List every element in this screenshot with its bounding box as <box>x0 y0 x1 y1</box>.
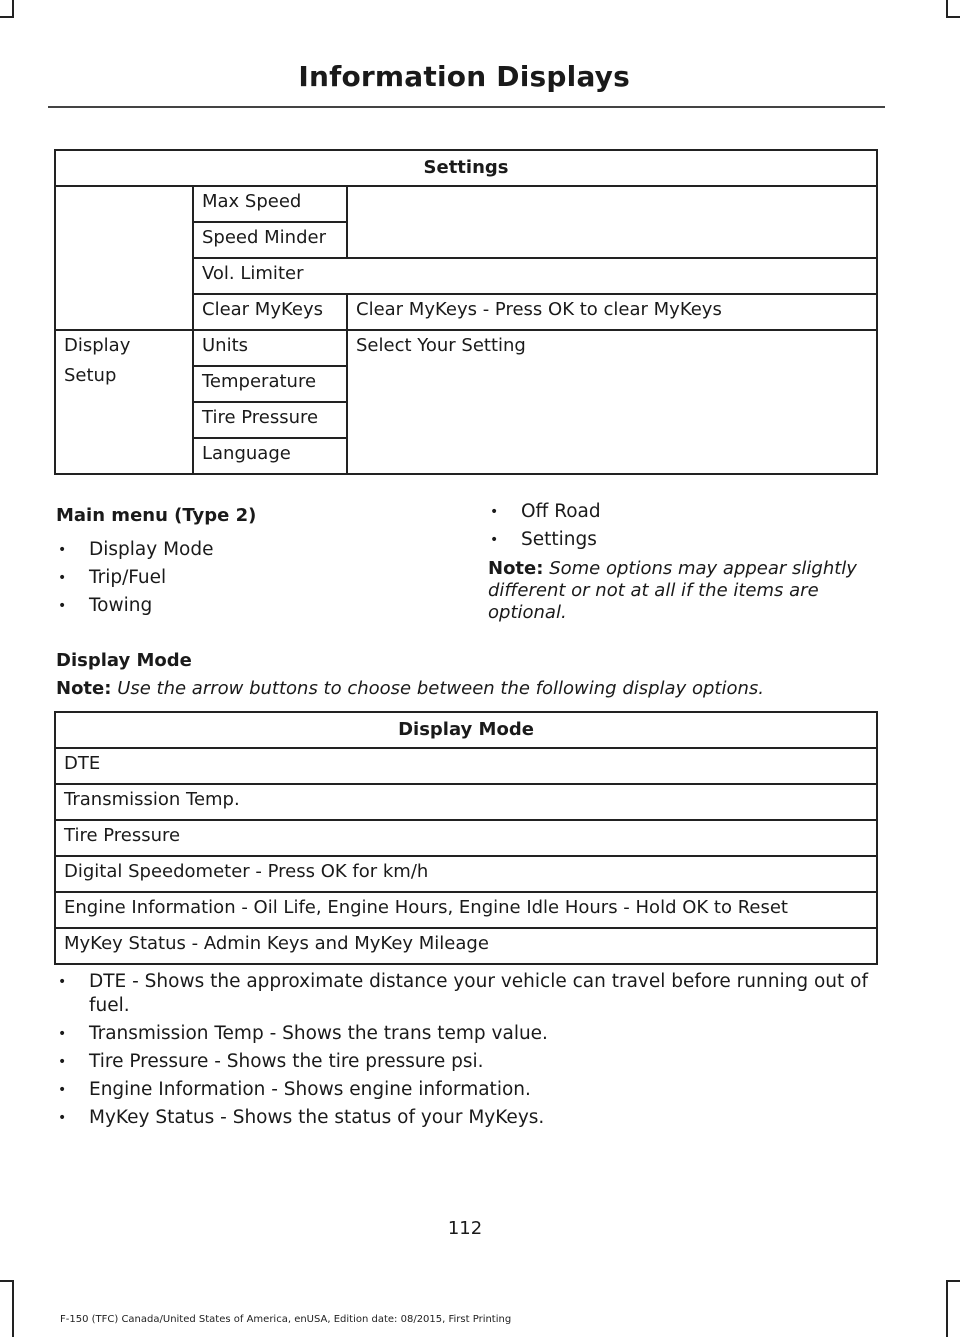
display-mode-table <box>54 711 878 965</box>
table-cell-empty <box>347 186 877 258</box>
table-cell: Digital Speedometer - Press OK for km/h <box>55 856 877 892</box>
table-cell: Language <box>193 438 347 474</box>
list-item: • Off Road <box>488 500 878 524</box>
table-cell: Tire Pressure <box>55 820 877 856</box>
table-cell: Clear MyKeys <box>193 294 347 330</box>
table-cell: Select Your Setting <box>347 330 877 474</box>
list-item: • MyKey Status - Shows the status of your MyKeys. <box>56 1106 878 1130</box>
note-label: Note: <box>488 558 544 579</box>
main-menu-right-column <box>488 500 878 624</box>
table-cell: DTE <box>55 748 877 784</box>
table-cell: Engine Information - Oil Life, Engine Hours, Engine Idle Hours - Hold OK to Reset <box>55 892 877 928</box>
table-row <box>55 186 877 222</box>
table-heading: Display Mode <box>55 712 877 748</box>
table-cell: Clear MyKeys - Press OK to clear MyKeys <box>347 294 877 330</box>
list-item: • Engine Information - Shows engine information. <box>56 1078 878 1102</box>
table-cell: Speed Minder <box>193 222 347 258</box>
crop-mark <box>946 1280 948 1337</box>
table-row <box>55 820 877 856</box>
table-cell: Display Setup <box>55 330 193 474</box>
header-divider <box>48 106 885 108</box>
table-header-row <box>55 150 877 186</box>
table-row <box>55 892 877 928</box>
list-item: • Trip/Fuel <box>56 566 436 590</box>
table-row <box>55 330 877 366</box>
main-menu-list <box>56 538 436 618</box>
table-cell: MyKey Status - Admin Keys and MyKey Mileage <box>55 928 877 964</box>
note-text: Some options may appear slightly different or not at all if the items are optional. <box>488 558 857 623</box>
table-cell: Vol. Limiter <box>193 258 877 294</box>
table-cell: Transmission Temp. <box>55 784 877 820</box>
main-menu-left-column <box>56 505 436 622</box>
note <box>488 558 878 624</box>
page-title: Information Displays <box>298 60 630 93</box>
table-row <box>55 748 877 784</box>
table-heading: Settings <box>55 150 877 186</box>
table-row <box>55 928 877 964</box>
footer-text: F-150 (TFC) Canada/United States of America, enUSA, Edition date: 08/2015, First Printing <box>60 1314 512 1325</box>
table-cell: Temperature <box>193 366 347 402</box>
table-row <box>55 856 877 892</box>
table-cell: Units <box>193 330 347 366</box>
display-mode-description-list <box>56 970 878 1134</box>
note-text: Use the arrow buttons to choose between the following display options. <box>117 678 764 699</box>
table-row <box>55 784 877 820</box>
list-item: • Display Mode <box>56 538 436 562</box>
page-number: 112 <box>447 1218 483 1239</box>
section-heading: Main menu (Type 2) <box>56 505 257 526</box>
crop-mark <box>0 16 14 18</box>
note <box>56 678 878 700</box>
crop-mark <box>0 1280 14 1282</box>
table-cell-empty <box>55 186 193 330</box>
table-header-row <box>55 712 877 748</box>
settings-table <box>54 149 878 475</box>
list-item: • Settings <box>488 528 878 552</box>
main-menu-list <box>488 500 878 552</box>
note-label: Note: <box>56 678 112 699</box>
crop-mark <box>12 1280 14 1337</box>
list-item: • Towing <box>56 594 436 618</box>
crop-mark <box>946 16 960 18</box>
table-cell: Max Speed <box>193 186 347 222</box>
table-cell: Tire Pressure <box>193 402 347 438</box>
crop-mark <box>946 1280 960 1282</box>
list-item: • Transmission Temp - Shows the trans temp value. <box>56 1022 878 1046</box>
list-item: • DTE - Shows the approximate distance your vehicle can travel before running out of fuel. <box>56 970 878 1018</box>
list-item: • Tire Pressure - Shows the tire pressure psi. <box>56 1050 878 1074</box>
section-heading: Display Mode <box>56 650 192 671</box>
